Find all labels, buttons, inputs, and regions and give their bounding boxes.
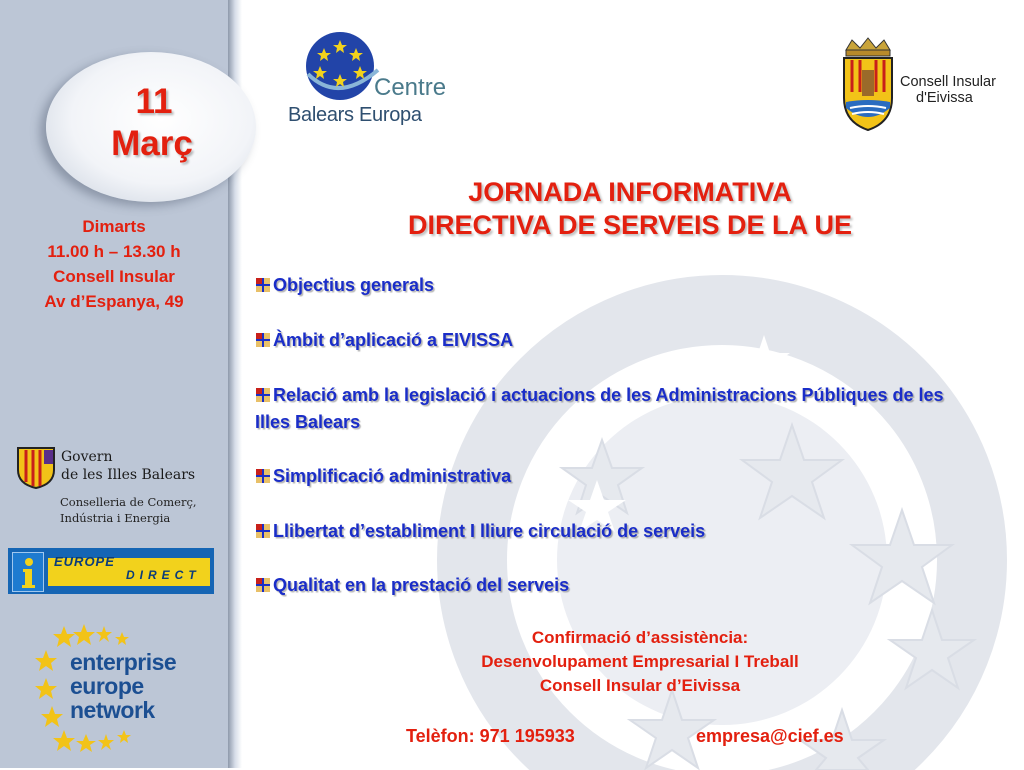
- event-address: Av d’Espanya, 49: [44, 292, 184, 311]
- cie-line1: Consell Insular: [900, 74, 996, 90]
- govern-illes-balears-logo: [16, 444, 216, 534]
- bullet-icon: [255, 465, 271, 481]
- een-line1: enterprise: [70, 649, 177, 675]
- bullet-text: Llibertat d’establiment I lliure circulació de serveis: [273, 521, 706, 541]
- balearic-shield-icon: [16, 446, 56, 490]
- europe-direct-word1: EUROPE: [54, 554, 115, 569]
- cie-line2: d'Eivissa: [916, 90, 973, 106]
- een-line2: europe: [70, 673, 144, 699]
- cbe-globe-icon: [298, 26, 388, 116]
- eivissa-coat-of-arms-icon: [840, 36, 896, 134]
- event-weekday: Dimarts: [82, 217, 146, 236]
- event-venue: Consell Insular: [53, 267, 175, 286]
- govern-name: [61, 448, 195, 484]
- cbe-line1: Centre: [374, 74, 447, 101]
- bullet-icon: [255, 274, 271, 290]
- een-text: [70, 650, 176, 722]
- europe-direct-logo: [8, 548, 214, 594]
- bullet-item: [255, 518, 955, 545]
- een-line3: network: [70, 697, 155, 723]
- bullet-icon: [255, 384, 271, 400]
- govern-dept-line1: Conselleria de Comerç,: [60, 495, 197, 509]
- bullet-text: Relació amb la legislació i actuacions de les Administracions Públiques de les Illes Balears: [255, 385, 944, 432]
- cbe-line2: Balears Europa: [288, 104, 422, 126]
- bullet-item: [255, 572, 955, 599]
- govern-department: [60, 494, 197, 526]
- date-month: Març: [111, 124, 193, 163]
- europe-direct-word2: DIRECT: [126, 568, 201, 582]
- enterprise-europe-network-logo: [34, 622, 224, 756]
- govern-dept-line2: Indústria i Energia: [60, 511, 171, 525]
- bullet-text: Qualitat en la prestació del serveis: [273, 575, 570, 595]
- title-line1: JORNADA INFORMATIVA: [468, 177, 792, 207]
- bullet-text: Àmbit d’aplicació a EIVISSA: [273, 330, 514, 350]
- govern-name-line2: de les Illes Balears: [61, 467, 196, 483]
- bullet-text: Objectius generals: [273, 275, 435, 295]
- event-time: 11.00 h – 13.30 h: [47, 242, 181, 261]
- event-info: [0, 214, 228, 314]
- info-icon: [12, 552, 44, 592]
- bullet-icon: [255, 574, 271, 590]
- contact-info: [380, 626, 900, 698]
- govern-name-line1: Govern: [61, 449, 113, 465]
- contact-line2: Desenvolupament Empresarial I Treball: [481, 652, 799, 671]
- centre-balears-europa-logo: [288, 26, 458, 130]
- page-title: [320, 176, 940, 242]
- bullet-item: [255, 327, 955, 354]
- consell-insular-eivissa-logo: [840, 36, 1020, 136]
- contact-line1: Confirmació d’assistència:: [531, 628, 749, 647]
- cie-text: [900, 74, 996, 106]
- title-line2: DIRECTIVA DE SERVEIS DE LA UE: [407, 210, 853, 240]
- date-day: 11: [135, 82, 173, 121]
- contact-line3: Consell Insular d’Eivissa: [539, 676, 741, 695]
- bullet-item: [255, 272, 955, 299]
- bullet-text: Simplificació administrativa: [273, 466, 512, 486]
- bullet-icon: [255, 329, 271, 345]
- contact-phone: Telèfon: 971 195933: [406, 726, 575, 746]
- bullet-icon: [255, 520, 271, 536]
- bullet-item: [255, 463, 955, 490]
- bullet-item: [255, 382, 955, 436]
- contact-email[interactable]: empresa@cief.es: [696, 726, 844, 746]
